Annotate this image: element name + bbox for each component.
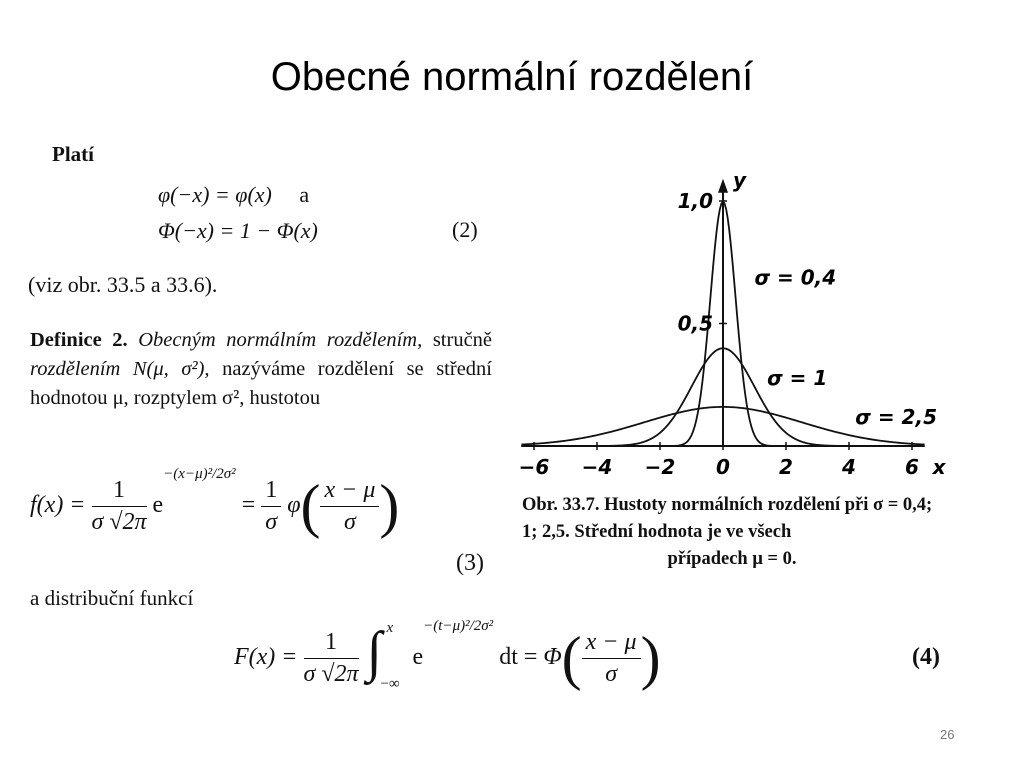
definition-italic-lead: Obecným normálním rozdělením, xyxy=(138,329,423,351)
y-tick-label: 0,5 xyxy=(677,311,713,336)
formula4-exp-base: e xyxy=(412,644,424,671)
formula4-fraction xyxy=(304,629,359,688)
formula3-eq2: = xyxy=(241,492,256,519)
formula3-frac-den: σ √2π xyxy=(91,509,147,535)
formula4-close-paren: ) xyxy=(640,625,661,691)
caption-line2: případech μ = 0. xyxy=(667,549,797,569)
formula3-lhs: f(x) = xyxy=(30,492,86,519)
formula3-frac2-den: σ xyxy=(265,509,278,535)
x-tick-label: 2 xyxy=(779,455,793,479)
series-label: σ = 0,4 xyxy=(754,265,837,290)
formula3-fraction3 xyxy=(320,477,379,536)
x-tick-label: −6 xyxy=(518,455,550,479)
slide-title: Obecné normální rozdělení xyxy=(270,55,754,99)
formula3-frac2-num: 1 xyxy=(261,477,281,507)
equation-number-3: (3) xyxy=(456,550,484,576)
formula3-fraction xyxy=(92,477,147,536)
equation-line2: Φ(−x) = 1 − Φ(x) xyxy=(158,218,318,243)
formula4-int-lower: −∞ xyxy=(380,675,400,692)
formula4-open-paren: ( xyxy=(561,625,582,691)
formula3-fraction2 xyxy=(261,477,281,536)
page-number: 26 xyxy=(940,727,955,742)
formula4-lhs: F(x) = xyxy=(234,644,298,671)
formula3-frac-num: 1 xyxy=(92,477,147,507)
x-tick-label: −2 xyxy=(644,455,676,479)
y-axis-arrow-icon xyxy=(718,179,728,193)
formula4-frac-num: 1 xyxy=(304,629,359,659)
definition-paragraph xyxy=(30,326,492,413)
formula3-frac3-den: σ xyxy=(344,509,356,535)
x-tick-label: 6 xyxy=(905,455,919,479)
x-tick-label: 0 xyxy=(716,455,730,479)
y-tick-label: 1,0 xyxy=(677,189,713,213)
series-label: σ = 1 xyxy=(767,365,828,390)
formula3-open-paren: ( xyxy=(300,473,321,539)
formula3-exp-sup: −(x−μ)²/2σ² xyxy=(163,466,236,482)
formula3-phi: φ xyxy=(287,492,301,519)
formula4-frac3-num: x − μ xyxy=(582,629,641,659)
formula4-int-upper: x xyxy=(386,619,394,636)
equation-number-2: (2) xyxy=(452,217,478,242)
formula3-exp-base: e xyxy=(152,492,164,519)
formula4-fraction3 xyxy=(582,629,641,688)
equation-line1: φ(−x) = φ(x) xyxy=(158,182,272,207)
intro-label: Platí xyxy=(52,142,94,166)
formula3-close-paren: ) xyxy=(379,473,400,539)
normal-density-chart xyxy=(505,155,965,485)
formula4-exp-sup: −(t−μ)²/2σ² xyxy=(423,618,494,634)
formula4-integral xyxy=(365,619,400,692)
y-axis-label: y xyxy=(733,167,747,192)
x-axis-label: x xyxy=(932,455,946,479)
formula4-frac3-den: σ xyxy=(605,661,618,687)
equation-conjunction: a xyxy=(299,182,310,207)
equation-phi-symmetry xyxy=(158,182,309,208)
definition-mid: stručně xyxy=(432,329,493,351)
integral-sign-icon: ∫ xyxy=(366,620,382,683)
definition-label: Definice 2. xyxy=(30,329,128,351)
definition-rest: nazýváme rozdělení se střední hodnotou μ, rozptylem σ², hustotou xyxy=(30,358,493,409)
caption-line1: Obr. 33.7. Hustoty normálních rozdělení při σ = 0,4; 1; 2,5. Střední hodnota je ve všech xyxy=(522,495,933,542)
formula3-frac3-num: x − μ xyxy=(320,477,379,507)
see-note: (viz obr. 33.5 a 33.6). xyxy=(28,272,218,297)
formula4-Phi: Φ xyxy=(543,644,562,671)
x-tick-label: 4 xyxy=(842,455,856,479)
series-label: σ = 2,5 xyxy=(855,404,938,429)
figure-caption xyxy=(522,492,942,573)
x-tick-label: −4 xyxy=(581,455,613,479)
formula4-dt: dt = xyxy=(499,644,538,671)
distribution-label: a distribuční funkcí xyxy=(30,586,194,610)
formula-density xyxy=(30,466,400,541)
definition-italic-name: rozdělením N(μ, σ²), xyxy=(30,358,210,380)
formula4-frac-den: σ √2π xyxy=(303,661,359,687)
equation-number-4: (4) xyxy=(912,644,940,670)
formula-distribution xyxy=(234,618,661,693)
